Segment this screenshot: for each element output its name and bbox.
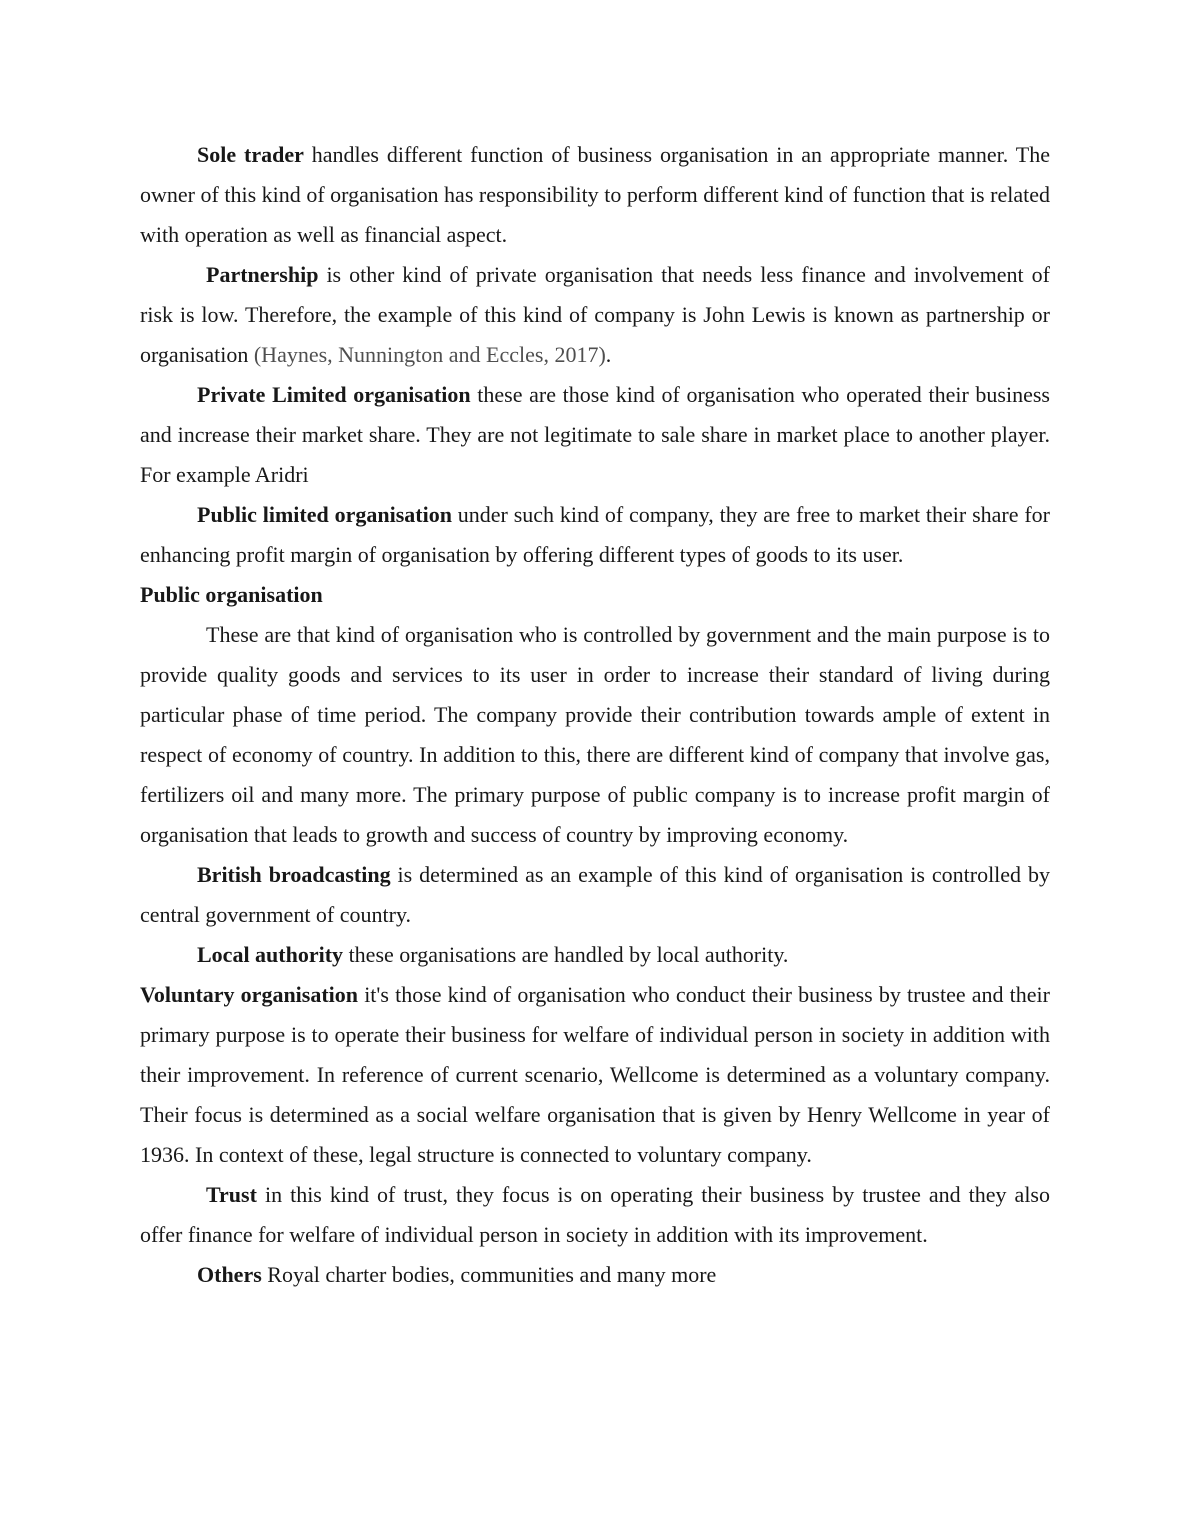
run-text: these are those kind of organisation who operated their business and increase their market share. They are not legitimate to sale share in market place to another player. For example Aridri [140,382,1050,487]
paragraph-british-broadcasting [140,855,1050,935]
heading-public-organisation [140,575,1050,615]
run-bold-local-authority: Local authority [197,942,344,967]
run-text: under such kind of company, they are free to market their share for enhancing profit margin of organisation by offering different types of goods to its user. [140,502,1050,567]
paragraph-others [140,1255,1050,1295]
paragraph-partnership [140,255,1050,375]
citation-text: (Haynes, Nunnington and Eccles, 2017) [253,342,606,367]
run-text: is determined as an example of this kind of organisation is controlled by central government of country. [140,862,1051,927]
paragraph-voluntary-organisation [140,975,1050,1175]
paragraph-local-authority [140,935,1050,975]
run-text: . [605,342,612,367]
paragraph-public-limited [140,495,1050,575]
paragraph-private-limited [140,375,1050,495]
run-bold-voluntary-organisation: Voluntary organisation [140,982,359,1007]
run-bold-public-limited: Public limited organisation [197,502,452,527]
run-text: These are that kind of organisation who is controlled by government and the main purpose is to provide quality goods and services to its user in order to increase their standard of living during particular phase of time period. The company provide their contribution towards ample of extent in respect of economy of country. In addition to this, there are different kind of company that involve gas, fertilizers oil and many more. The primary purpose of public company is to increase profit margin of organisation that leads to growth and success of country by improving economy. [140,622,1050,847]
paragraph-sole-trader [140,135,1050,255]
run-text: handles different function of business organisation in an appropriate manner. The owner of this kind of organisation has responsibility to perform different kind of function that is related with operation as well as financial aspect. [140,142,1050,247]
run-text: in this kind of trust, they focus is on operating their business by trustee and they also offer finance for welfare of individual person in society in addition with its improvement. [140,1182,1050,1247]
run-bold-others: Others [197,1262,262,1287]
paragraph-trust [140,1175,1050,1255]
run-bold-trust: Trust [206,1182,257,1207]
run-text: Royal charter bodies, communities and many more [261,1262,717,1287]
run-text: these organisations are handled by local authority. [343,942,789,967]
run-text: it's those kind of organisation who conduct their business by trustee and their primary purpose is to operate their business for welfare of individual person in society in addition with their improvement. In reference of current scenario, Wellcome is determined as a voluntary company. Their focus is determined as a social welfare organisation that is given by Henry Wellcome in year of 1936. In context of these, legal structure is connected to voluntary company. [140,982,1051,1167]
run-text: is other kind of private organisation that needs less finance and involvement of risk is low. Therefore, the example of this kind of company is John Lewis is known as partnership or organisation [140,262,1050,367]
paragraph-public-organisation-body [140,615,1050,855]
run-bold-public-organisation: Public organisation [140,582,323,607]
run-bold-partnership: Partnership [206,262,319,287]
run-bold-british-broadcasting: British broadcasting [197,862,391,887]
run-bold-private-limited: Private Limited organisation [197,382,471,407]
run-bold-sole-trader: Sole trader [197,142,304,167]
